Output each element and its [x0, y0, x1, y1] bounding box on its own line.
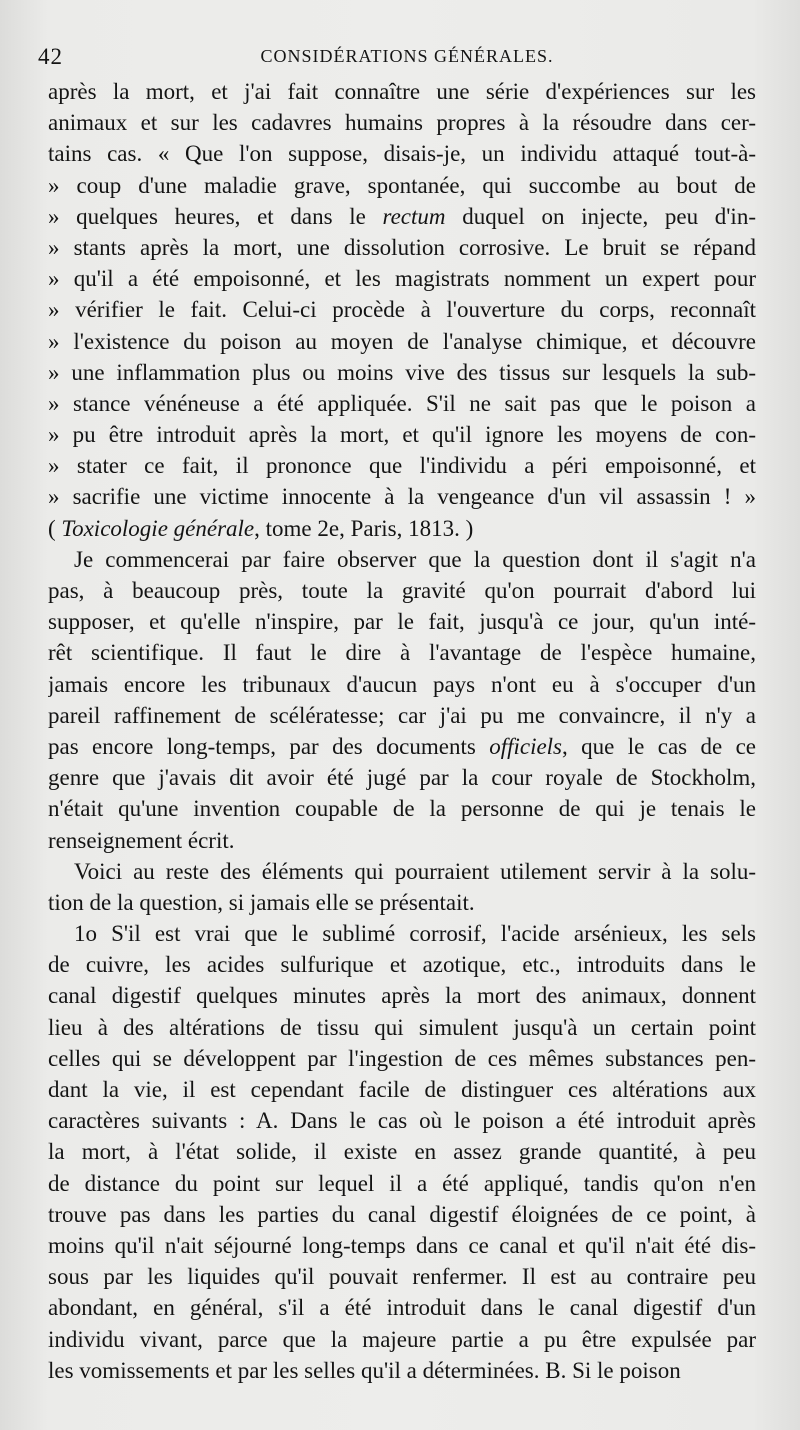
text-line: tains cas. « Que l'on suppose, disais-je, un individu attaqué tout-à- [48, 141, 756, 167]
text-line: moins qu'il n'ait séjourné long-temps dans ce canal et qu'il n'ait été dis- [48, 1232, 756, 1258]
page-number: 42 [38, 44, 63, 69]
text-line: trouve pas dans les parties du canal digestif éloignées de ce point, à [48, 1201, 756, 1227]
text-line: » quelques heures, et dans le rectum duquel on injecte, peu d'in- [48, 203, 756, 229]
text-line: lieu à des altérations de tissu qui simulent jusqu'à un certain point [48, 1014, 756, 1040]
text-line: tion de la question, si jamais elle se présentait. [48, 889, 475, 915]
text-line: canal digestif quelques minutes après la mort des animaux, donnent [48, 983, 756, 1009]
text-line: jamais encore les tribunaux d'aucun pays n'ont eu à s'occuper d'un [48, 671, 756, 697]
text-line: de distance du point sur lequel il a été appliqué, tandis qu'on n'en [48, 1170, 756, 1196]
text-line: caractères suivants : A. Dans le cas où le poison a été introduit après [48, 1108, 756, 1134]
text-line: après la mort, et j'ai fait connaître une série d'expériences sur les [48, 79, 756, 104]
page-header [0, 0, 800, 82]
text-line: n'était qu'une invention coupable de la personne de qui je tenais le [48, 796, 756, 822]
text-line: supposer, et qu'elle n'inspire, par le fait, jusqu'à ce jour, qu'un inté- [48, 609, 756, 635]
body-text [48, 76, 756, 1386]
text-line: » stance vénéneuse a été appliquée. S'il ne sait pas que le poison a [48, 390, 756, 416]
text-line: de cuivre, les acides sulfurique et azotique, etc., introduits dans le [48, 952, 756, 978]
italic-term: officiels [489, 733, 563, 759]
text-line: » une inflammation plus ou moins vive des tissus sur lesquels la sub- [48, 359, 756, 385]
text-line: dant la vie, il est cependant facile de distinguer ces altérations aux [48, 1077, 756, 1102]
text-line: 1o S'il est vrai que le sublimé corrosif, l'acide arsénieux, les sels [74, 921, 756, 947]
text-line: » pu être introduit après la mort, et qu'il ignore les moyens de con- [48, 422, 756, 448]
text-line: les vomissements et par les selles qu'il a déterminées. B. Si le poison [48, 1357, 681, 1383]
text-line: » l'existence du poison au moyen de l'analyse chimique, et découvre [48, 328, 756, 354]
text-line: individu vivant, parce que la majeure partie a pu être expulsée par [48, 1326, 756, 1352]
text-line: » qu'il a été empoisonné, et les magistrats nomment un expert pour [48, 266, 756, 292]
italic-term: Toxicologie générale [61, 515, 255, 541]
italic-term: rectum [382, 203, 446, 229]
text-line: genre que j'avais dit avoir été jugé par la cour royale de Stockholm, [48, 765, 756, 791]
text-line: renseignement écrit. [48, 827, 235, 853]
text-line: » coup d'une maladie grave, spontanée, qui succombe au bout de [48, 172, 756, 198]
running-title: CONSIDÉRATIONS GÉNÉRALES. [260, 46, 554, 66]
text-line: celles qui se développent par l'ingestion de ces mêmes substances pen- [48, 1045, 756, 1071]
text-line: ( Toxicologie générale, tome 2e, Paris, 1813. ) [48, 515, 474, 541]
text-line: » stants après la mort, une dissolution corrosive. Le bruit se répand [48, 234, 756, 260]
text-line: » stater ce fait, il prononce que l'individu a péri empoisonné, et [48, 453, 756, 479]
text-line: pareil raffinement de scélératesse; car j'ai pu me convaincre, il n'y a [48, 702, 756, 728]
text-line: » vérifier le fait. Celui-ci procède à l'ouverture du corps, reconnaît [48, 297, 756, 323]
text-line: sous par les liquides qu'il pouvait renfermer. Il est au contraire peu [48, 1264, 756, 1290]
text-line: abondant, en général, s'il a été introduit dans le canal digestif d'un [48, 1295, 756, 1321]
text-line: animaux et sur les cadavres humains propres à la résoudre dans cer- [48, 110, 756, 136]
text-line: Voici au reste des éléments qui pourraient utilement servir à la solu- [74, 858, 756, 884]
text-line: » sacrifie une victime innocente à la vengeance d'un vil assassin ! » [48, 484, 756, 510]
text-line: pas, à beaucoup près, toute la gravité qu'on pourrait d'abord lui [48, 578, 756, 603]
text-line: pas encore long-temps, par des documents officiels, que le cas de ce [48, 733, 756, 759]
text-line: Je commencerai par faire observer que la question dont il s'agit n'a [74, 546, 756, 572]
text-line: rêt scientifique. Il faut le dire à l'avantage de l'espèce humaine, [48, 640, 756, 666]
text-line: la mort, à l'état solide, il existe en assez grande quantité, à peu [48, 1139, 756, 1165]
